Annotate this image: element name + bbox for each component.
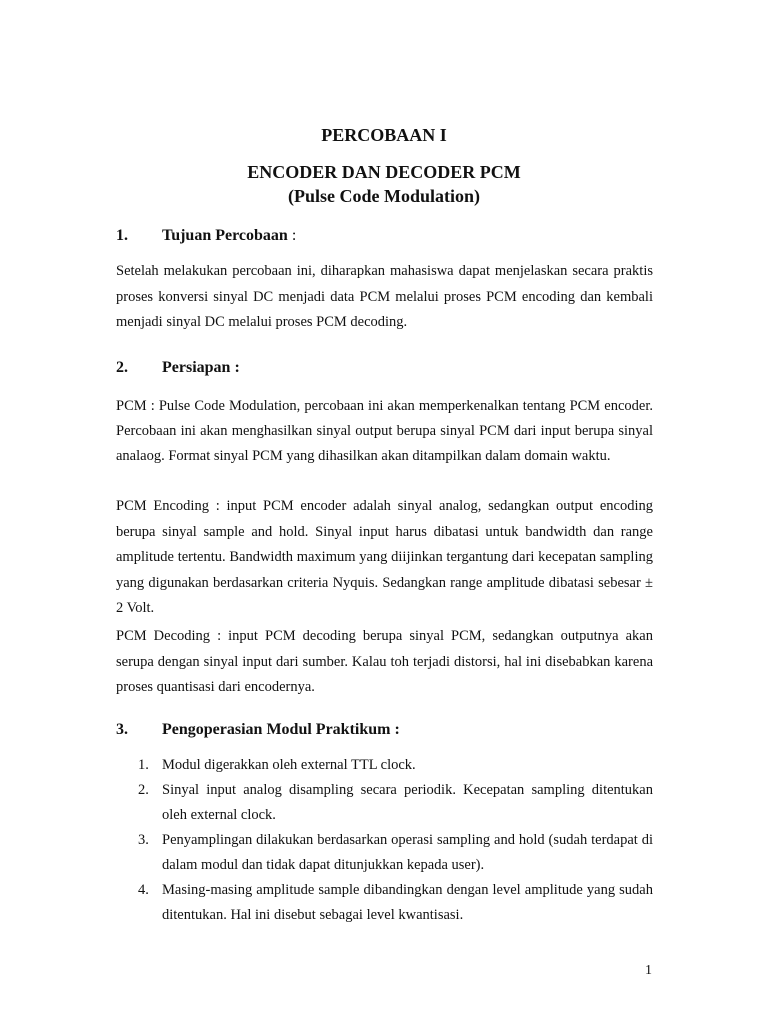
list-item — [116, 878, 653, 928]
list-item-number: 3. — [138, 832, 149, 848]
paragraph-pcm-encoding: PCM Encoding : input PCM encoder adalah sinyal analog, sedangkan output encoding berupa sinyal sample and hold. Sinyal input harus dibatasi untuk bandwidth dan range amplitude tertentu. Bandwidth maximum yang diijinkan tergantung dari kecepatan sampling yang digunakan berdasarkan criteria Nyquis. Sedangkan range amplitude dibatasi sebesar ± 2 Volt. — [116, 498, 653, 616]
section-title: Tujuan Percobaan — [162, 227, 288, 244]
list-item-number: 4. — [138, 882, 149, 898]
section-title-suffix: : — [287, 227, 297, 244]
list-item — [116, 753, 653, 778]
list-item-text: Sinyal input analog disampling secara periodik. Kecepatan sampling ditentukan oleh external clock. — [162, 782, 653, 823]
document-subtitle-expansion: (Pulse Code Modulation) — [287, 186, 480, 206]
section-heading-persiapan — [116, 358, 240, 378]
paragraph-pcm-intro: PCM : Pulse Code Modulation, percobaan ini akan memperkenalkan tentang PCM encoder. Percobaan ini akan menghasilkan sinyal output berupa sinyal PCM dari input berupa sinyal analaog. Format sinyal PCM yang dihasilkan akan ditampilkan dalam domain waktu. — [116, 398, 653, 464]
section-title: Pengoperasian Modul Praktikum : — [162, 721, 400, 738]
paragraph-tujuan: Setelah melakukan percobaan ini, diharapkan mahasiswa dapat menjelaskan secara praktis proses konversi sinyal DC menjadi data PCM melalui proses PCM encoding dan kembali menjadi sinyal DC melalui proses PCM decoding. — [116, 263, 653, 330]
section-number: 2. — [116, 359, 128, 376]
list-item-number: 1. — [138, 757, 149, 773]
list-item-text: Penyamplingan dilakukan berdasarkan operasi sampling and hold (sudah terdapat di dalam modul dan tidak dapat ditunjukkan kepada user). — [162, 832, 653, 873]
section-heading-pengoperasian — [116, 720, 400, 740]
list-item-text: Modul digerakkan oleh external TTL clock. — [162, 757, 416, 773]
section-title: Persiapan : — [162, 359, 240, 376]
section-heading-tujuan — [116, 226, 296, 246]
paragraph-pcm-decoding: PCM Decoding : input PCM decoding berupa sinyal PCM, sedangkan outputnya akan serupa dengan sinyal input dari sumber. Kalau toh terjadi distorsi, hal ini disebabkan karena proses quantisasi dari encodernya. — [116, 628, 653, 695]
numbered-list — [116, 753, 653, 928]
page-number: 1 — [645, 963, 652, 978]
section-number: 1. — [116, 227, 128, 244]
list-item — [116, 778, 653, 828]
list-item-number: 2. — [138, 782, 149, 798]
list-item-text: Masing-masing amplitude sample dibandingkan dengan level amplitude yang sudah ditentukan. Hal ini disebut sebagai level kwantisasi. — [162, 882, 653, 923]
section-number: 3. — [116, 721, 128, 738]
list-item — [116, 828, 653, 878]
document-subtitle: ENCODER DAN DECODER PCM — [247, 162, 521, 182]
document-title: PERCOBAAN I — [321, 125, 447, 145]
